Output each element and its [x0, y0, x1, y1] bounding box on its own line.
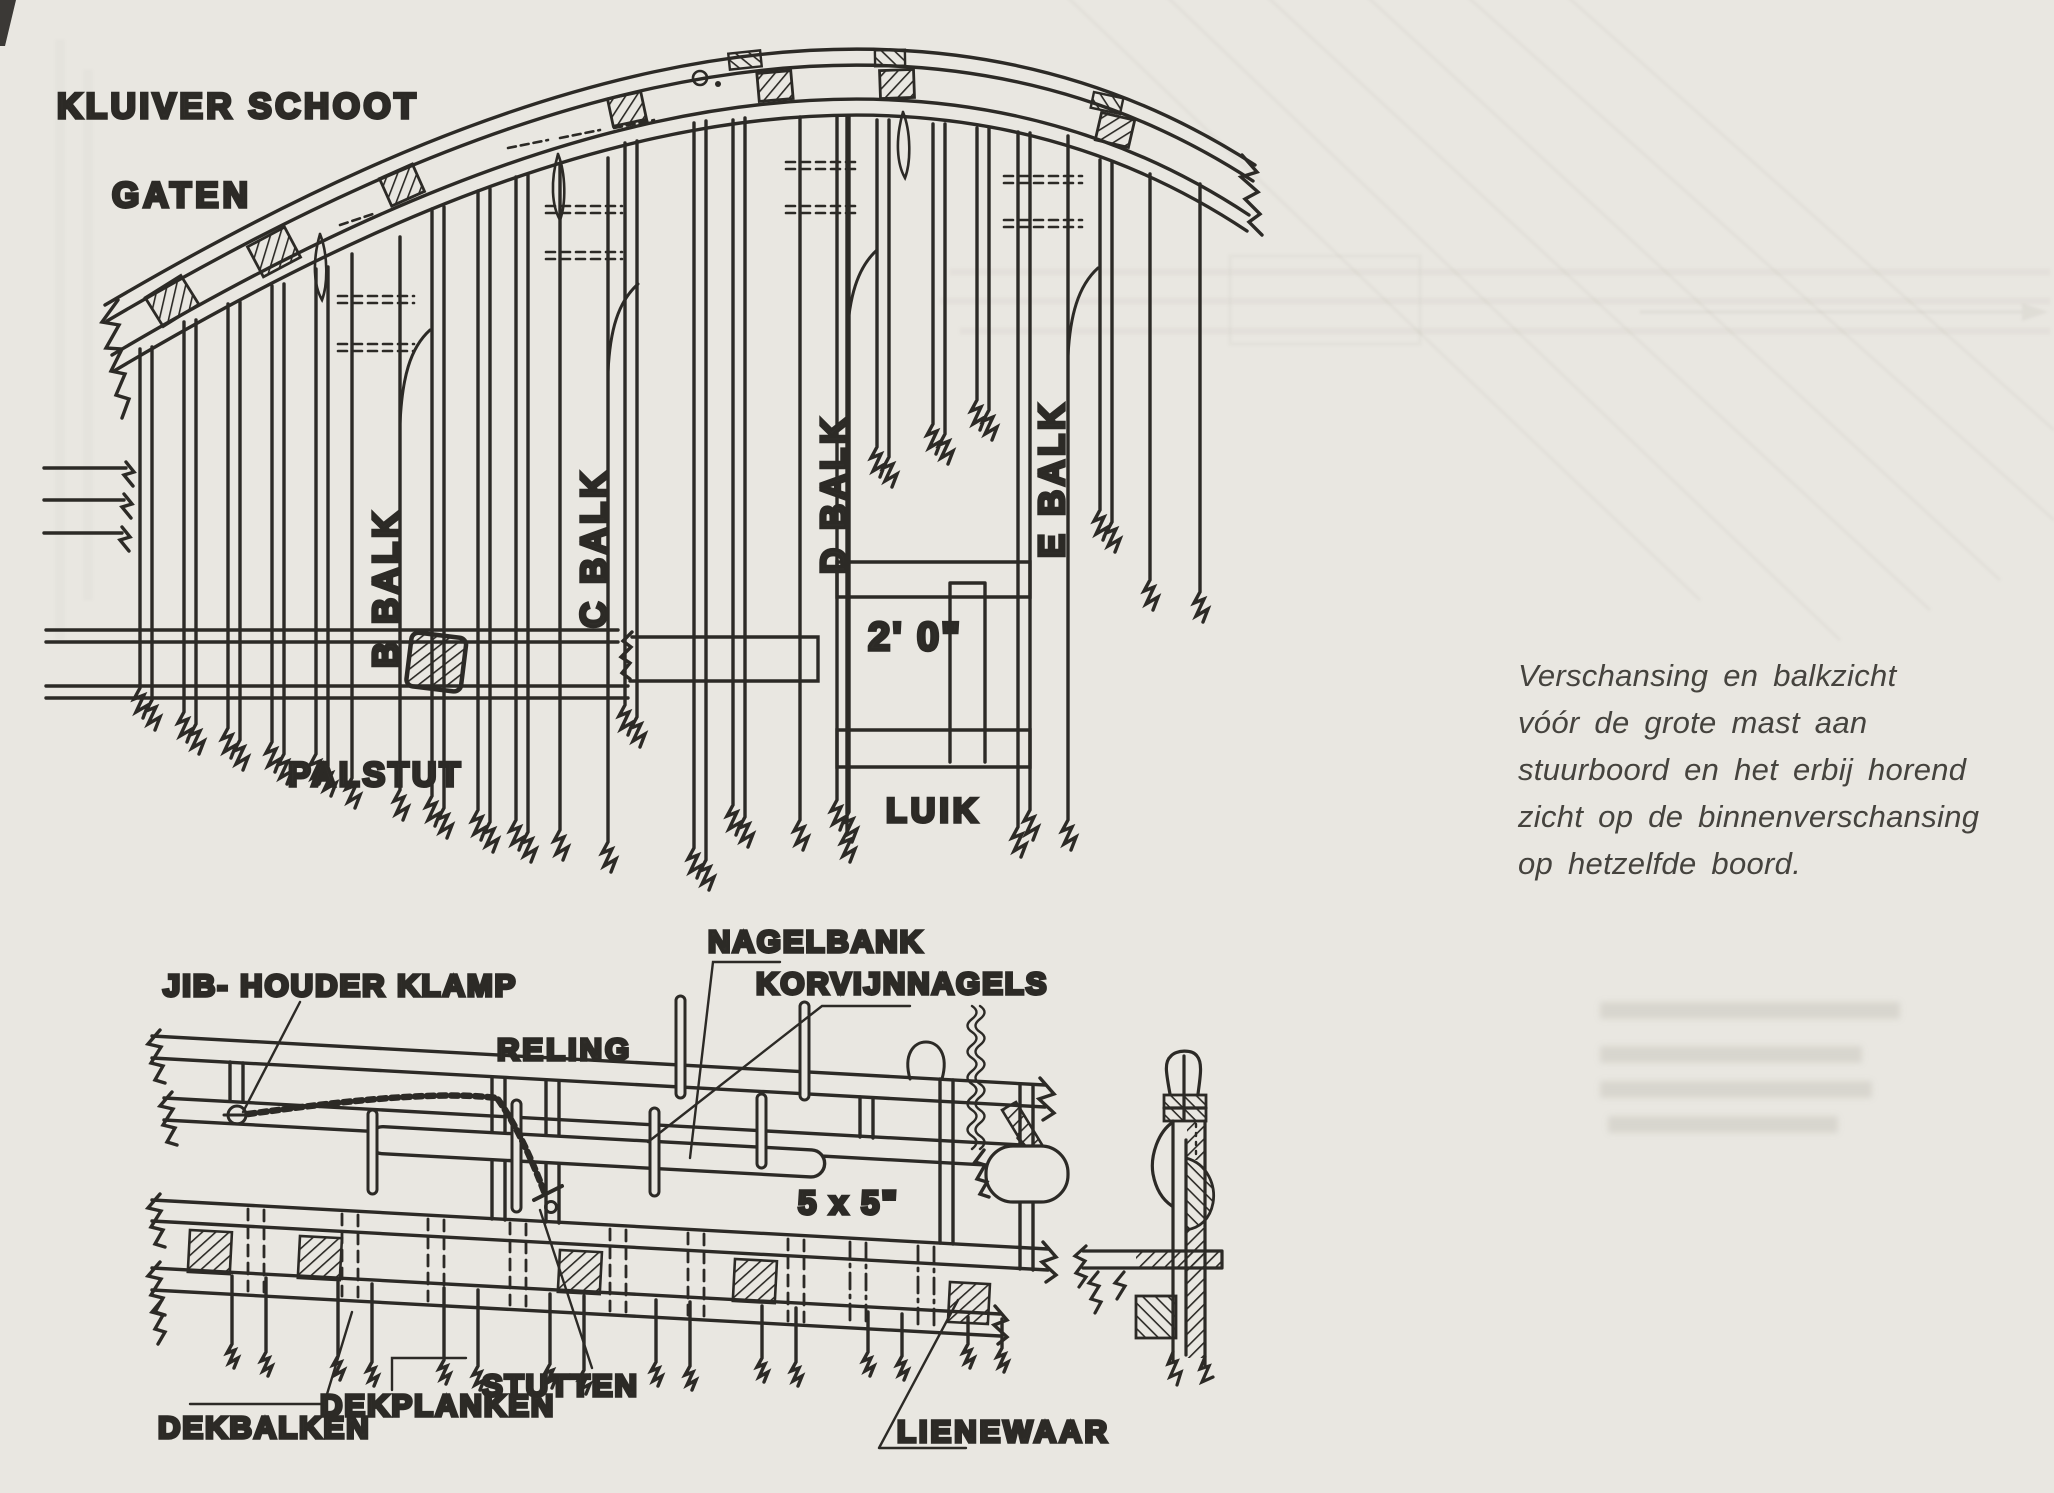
kraanbalk-end-piece [975, 1146, 1068, 1202]
label-jib-houder-klamp: JIB- HOUDER KLAMP [163, 968, 518, 1003]
bracket-dekplanken [392, 1358, 466, 1390]
caption-line: vóór de grote mast aan [1518, 705, 1868, 740]
deck-dashdot-verticals [850, 1242, 934, 1329]
label-dekplanken: DEKPLANKEN [320, 1388, 556, 1423]
deck-zone [188, 1209, 990, 1329]
left-plank-sliver [1152, 1122, 1173, 1206]
label-nagelbank: NAGELBANK [708, 924, 925, 959]
ghost-text-bleedthrough [1600, 1002, 1900, 1133]
leader-jib-klamp [243, 1002, 300, 1112]
beam-end-hatched [1136, 1296, 1176, 1338]
label-beam-c: C BALK [573, 468, 614, 628]
caption-line: op hetzelfde boord. [1518, 846, 1802, 881]
knee-teardrop [898, 112, 909, 178]
label-beam-b: B BALK [365, 508, 406, 668]
deck-lines [44, 462, 628, 698]
rope-eye [908, 1042, 944, 1079]
label-luik: LUIK [886, 792, 982, 830]
label-beam-e: E BALK [1031, 400, 1072, 558]
upper-bulwark-drawing [44, 49, 1262, 890]
twisted-halyard [968, 1006, 985, 1149]
beam-knees [400, 250, 1098, 424]
cross-section-drawing [1075, 1051, 1222, 1385]
label-lienewaar: LIENEWAAR [897, 1414, 1110, 1449]
beam-bolt-dashes [338, 162, 1082, 351]
dimension-stut: 5 x 5" [798, 1184, 900, 1221]
palstut-block [406, 632, 467, 692]
caption-line: zicht op de binnenverschansing [1518, 799, 1980, 834]
label-kluiver-schoot: KLUIVER SCHOOT [57, 87, 420, 126]
left-tears [148, 1030, 177, 1344]
label-dekbalken: DEKBALKEN [158, 1410, 371, 1445]
dimension-hatch-width: 2' 0" [868, 615, 963, 659]
caption-line: stuurboord en het erbij horend [1518, 752, 1967, 787]
caption-line: Verschansing en balkzicht [1518, 658, 1897, 693]
label-stutten: STUTTEN [482, 1368, 639, 1403]
scan-edge-mark [0, 0, 16, 46]
luik-hatch-frame [837, 562, 1030, 767]
korvijnnagel-pins [368, 996, 809, 1212]
figure-caption [1518, 652, 2018, 887]
label-reling: RELING [497, 1032, 633, 1067]
label-korvijnnagels: KORVIJNNAGELS [756, 966, 1049, 1001]
bar-break-marks [1089, 1272, 1125, 1313]
rail-swell-hatched [1186, 1158, 1214, 1230]
post-hatch-lower [1187, 1228, 1205, 1358]
label-beam-d: D BALK [813, 414, 854, 574]
lower-bulwark-drawing [148, 924, 1110, 1449]
label-palstut: PALSTUT [288, 756, 464, 794]
rail-bands [148, 1030, 1056, 1344]
label-gaten: GATEN [112, 176, 252, 215]
beam-shelf [621, 632, 818, 681]
